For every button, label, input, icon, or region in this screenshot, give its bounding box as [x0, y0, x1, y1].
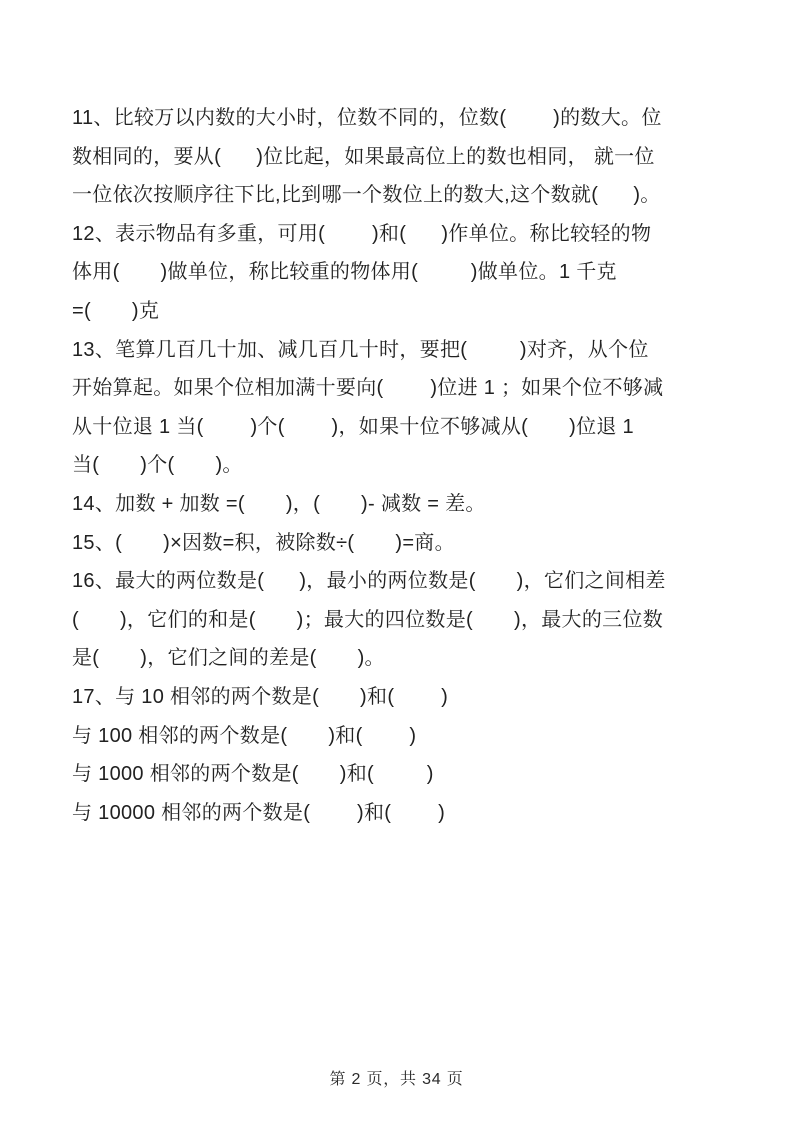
text-line: 12、表示物品有多重，可用( )和( )作单位。称比较轻的物: [72, 222, 652, 245]
text-line: 开始算起。如果个位相加满十要向( )位进 1 ；如果个位不够减: [72, 377, 664, 400]
text-line: 与 100 相邻的两个数是( )和( ): [72, 724, 417, 747]
question-item-14: [72, 485, 735, 524]
text-line: 从十位退 1 当( )个( )，如果十位不够减从( )位退 1: [72, 415, 634, 438]
question-item-16: [72, 562, 735, 678]
question-item-13: [72, 331, 735, 485]
text-line: 与 10000 相邻的两个数是( )和( ): [72, 801, 446, 824]
question-item-12: [72, 215, 735, 331]
text-line: 与 1000 相邻的两个数是( )和( ): [72, 763, 434, 786]
text-line: 一位依次按顺序往下比,比到哪一个数位上的数大,这个数就( )。: [72, 184, 661, 207]
question-item-17: [72, 678, 735, 832]
text-line: ( )，它们的和是( )；最大的四位数是( )，最大的三位数: [72, 608, 664, 631]
text-line: 数相同的，要从( )位比起，如果最高位上的数也相同， 就一位: [72, 145, 655, 168]
page-number-label: 第 2 页，共 34 页: [329, 1071, 464, 1088]
text-line: =( )克: [72, 299, 160, 322]
text-line: 当( )个( )。: [72, 454, 243, 477]
text-line: 是( )，它们之间的差是( )。: [72, 647, 385, 670]
page-footer: [0, 1066, 793, 1089]
text-line: 13、笔算几百几十加、减几百几十时，要把( )对齐，从个位: [72, 338, 649, 361]
text-line: 15、( )×因数=积，被除数÷( )=商。: [72, 531, 455, 554]
question-item-15: [72, 524, 735, 563]
text-line: 体用( )做单位，称比较重的物体用( )做单位。1 千克: [72, 261, 617, 284]
text-line: 14、加数 + 加数 =( )，( )- 减数 = 差。: [72, 492, 486, 515]
question-item-11: [72, 99, 735, 215]
text-line: 11、比较万以内数的大小时，位数不同的，位数( )的数大。位: [72, 107, 662, 129]
text-line: 17、与 10 相邻的两个数是( )和( ): [72, 685, 449, 708]
worksheet-body: [72, 99, 735, 832]
text-line: 16、最大的两位数是( )，最小的两位数是( )，它们之间相差: [72, 570, 666, 593]
